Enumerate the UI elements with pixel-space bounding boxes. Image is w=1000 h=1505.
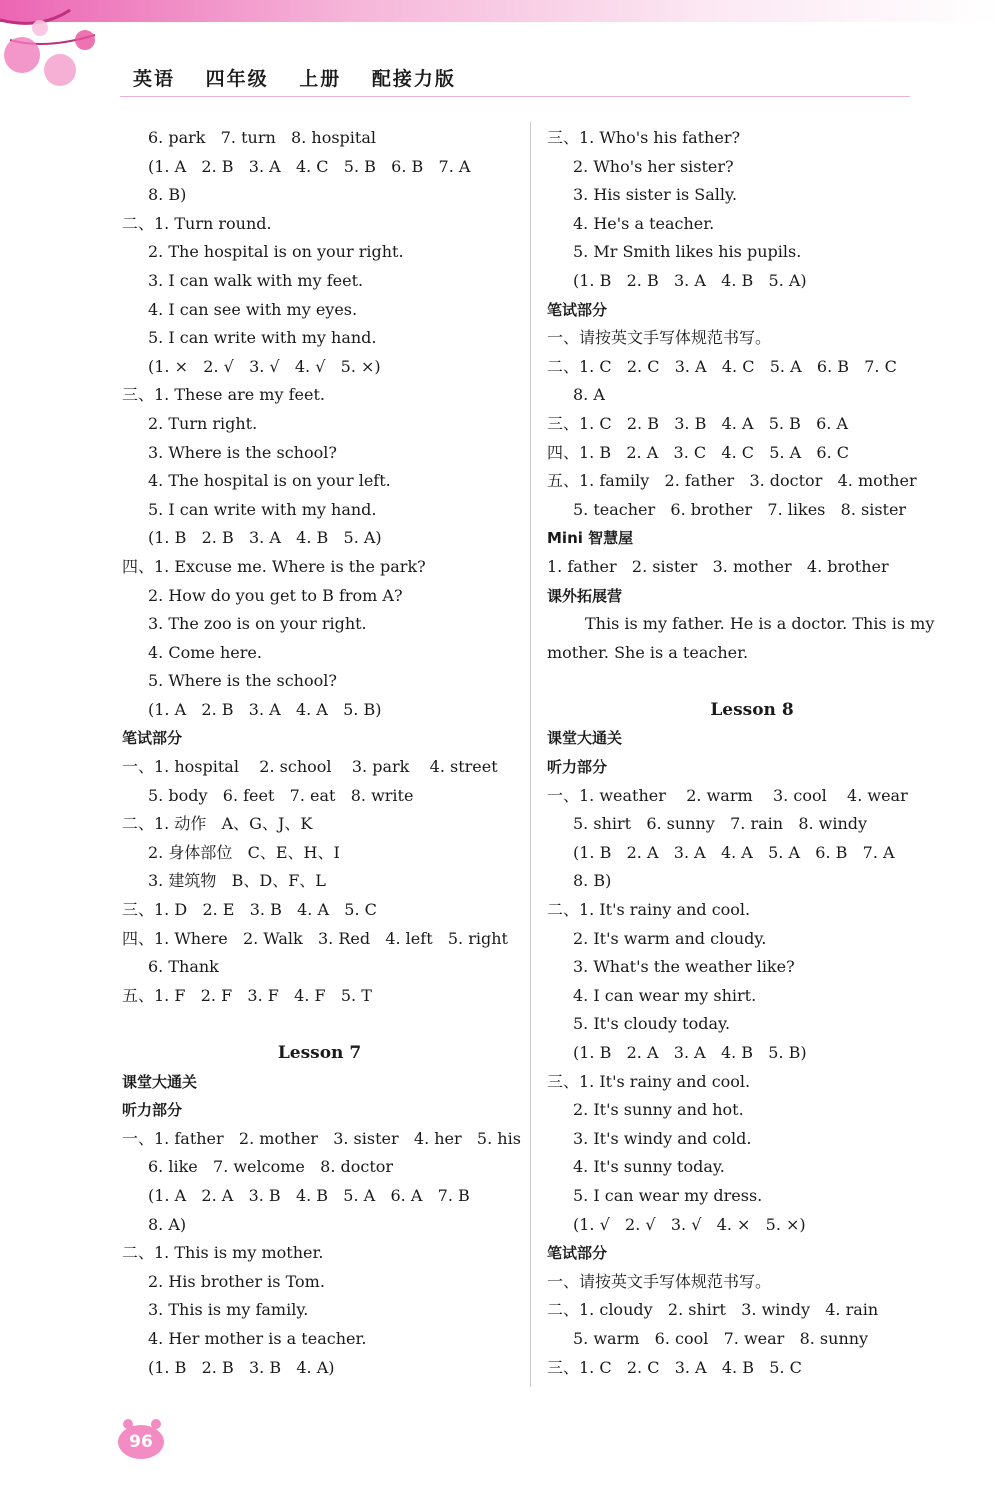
answer-line: 三、1. These are my feet. (122, 385, 325, 405)
answer-line: 5. body 6. feet 7. eat 8. write (148, 785, 414, 805)
answer-line: 二、1. It's rainy and cool. (547, 900, 751, 920)
answer-line: 2. It's sunny and hot. (573, 1100, 744, 1120)
answer-line: (1. √ 2. √ 3. √ 4. × 5. ×) (573, 1214, 806, 1234)
column-divider (530, 122, 531, 1387)
answer-line: 二、1. Turn round. (122, 213, 272, 233)
answer-line: 三、1. It's rainy and cool. (547, 1071, 751, 1091)
answer-line: 四、1. B 2. A 3. C 4. C 5. A 6. C (547, 442, 849, 462)
left-answer-column (122, 124, 521, 1382)
section-heading: 课外拓展营 (547, 586, 623, 605)
answer-line: 5. Mr Smith likes his pupils. (573, 242, 802, 262)
answer-line: 三、1. Who's his father? (547, 128, 741, 147)
answer-line: 6. Thank (148, 957, 219, 977)
answer-line: 5. warm 6. cool 7. wear 8. sunny (573, 1328, 869, 1348)
answer-line: 6. park 7. turn 8. hospital (148, 128, 376, 147)
header-rule (120, 96, 910, 97)
answer-line: 二、1. 动作 A、G、J、K (122, 814, 313, 834)
answer-line: 一、请按英文手写体规范书写。 (547, 1271, 772, 1291)
header-band (0, 0, 1000, 22)
answer-line: 二、1. cloudy 2. shirt 3. windy 4. rain (547, 1300, 879, 1320)
answer-line: 4. The hospital is on your left. (148, 471, 391, 491)
answer-line: 一、请按英文手写体规范书写。 (547, 328, 772, 348)
answer-line: 5. Where is the school? (148, 671, 337, 691)
answer-line: 三、1. C 2. C 3. A 4. B 5. C (547, 1357, 802, 1377)
answer-line: 3. Where is the school? (148, 442, 337, 462)
answer-line: 2. 身体部位 C、E、H、I (148, 842, 340, 862)
answer-line: 五、1. family 2. father 3. doctor 4. mother (547, 471, 917, 491)
answer-line: 8. A (573, 385, 605, 405)
answer-line: 一、1. hospital 2. school 3. park 4. street (122, 757, 498, 777)
answer-line: 2. Turn right. (148, 413, 258, 433)
answer-line: 5. I can write with my hand. (148, 328, 377, 348)
section-heading: 听力部分 (547, 758, 608, 777)
right-answer-column (547, 124, 957, 1382)
answer-line: 二、1. This is my mother. (122, 1243, 324, 1263)
answer-line: (1. A 2. B 3. A 4. C 5. B 6. B 7. A (148, 156, 471, 176)
answer-line: 8. B) (573, 871, 612, 891)
flower-branch-icon (0, 0, 120, 100)
answer-line: 三、1. C 2. B 3. B 4. A 5. B 6. A (547, 413, 849, 433)
answer-line: 5. shirt 6. sunny 7. rain 8. windy (573, 814, 868, 834)
answer-line: (1. B 2. B 3. A 4. B 5. A) (148, 528, 382, 548)
answer-line: 5. I can wear my dress. (573, 1185, 763, 1205)
answer-line: 8. B) (148, 185, 187, 205)
answer-line: (1. B 2. B 3. B 4. A) (148, 1357, 335, 1377)
answer-line: 3. 建筑物 B、D、F、L (148, 871, 326, 891)
answer-line: 4. I can wear my shirt. (573, 985, 757, 1005)
header-subject: 英语 (133, 68, 176, 90)
answer-line: 8. A) (148, 1214, 187, 1234)
answer-line: 2. His brother is Tom. (148, 1271, 325, 1291)
answer-line: 4. I can see with my eyes. (148, 299, 358, 319)
answer-line: 3. I can walk with my feet. (148, 270, 364, 290)
answer-line: 3. What's the weather like? (573, 957, 795, 977)
answer-line: (1. B 2. B 3. A 4. B 5. A) (573, 270, 807, 290)
answer-line: 四、1. Excuse me. Where is the park? (122, 556, 426, 576)
answer-line: 4. Come here. (148, 642, 262, 662)
section-heading: Mini 智慧屋 (547, 529, 634, 548)
answer-line: (1. A 2. B 3. A 4. A 5. B) (148, 699, 382, 719)
answer-line: 6. like 7. welcome 8. doctor (148, 1157, 394, 1177)
lesson-heading: Lesson 7 (277, 1043, 362, 1063)
answer-line: 2. It's warm and cloudy. (573, 928, 767, 948)
answer-line: 3. This is my family. (148, 1300, 309, 1320)
section-heading: 听力部分 (122, 1101, 183, 1120)
answer-line: 一、1. father 2. mother 3. sister 4. her 5. his (122, 1128, 521, 1148)
section-heading: 课堂大通关 (547, 729, 623, 748)
answer-line: 五、1. F 2. F 3. F 4. F 5. T (122, 985, 372, 1005)
answer-line: 5. teacher 6. brother 7. likes 8. sister (573, 499, 907, 519)
section-heading: 笔试部分 (122, 729, 183, 748)
answer-line: (1. B 2. A 3. A 4. B 5. B) (573, 1043, 807, 1062)
header-grade: 四年级 (205, 68, 269, 90)
answer-line: 2. Who's her sister? (573, 156, 734, 176)
answer-line: (1. A 2. A 3. B 4. B 5. A 6. A 7. B (148, 1185, 470, 1205)
answer-line: 5. I can write with my hand. (148, 499, 377, 519)
answer-line: 1. father 2. sister 3. mother 4. brother (547, 556, 889, 576)
page-number: 96 (118, 1425, 164, 1459)
section-heading: 笔试部分 (547, 1244, 608, 1263)
answer-line: 2. How do you get to B from A? (148, 585, 403, 605)
lesson-heading: Lesson 8 (710, 699, 794, 720)
answer-line: 二、1. C 2. C 3. A 4. C 5. A 6. B 7. C (547, 356, 897, 376)
answer-line: 3. His sister is Sally. (573, 185, 738, 205)
answer-line: 4. It's sunny today. (573, 1157, 725, 1177)
answer-line: 四、1. Where 2. Walk 3. Red 4. left 5. right (122, 928, 508, 948)
spacer (547, 667, 957, 696)
answer-paragraph: This is my father. He is a doctor. This is my mother. She is a teacher. (547, 614, 935, 662)
header-volume: 上册 (299, 68, 342, 90)
answer-line: 2. The hospital is on your right. (148, 242, 404, 262)
answer-line: 3. The zoo is on your right. (148, 614, 367, 634)
answer-line: (1. × 2. √ 3. √ 4. √ 5. ×) (148, 356, 381, 376)
spacer (122, 1010, 517, 1039)
answer-line: 一、1. weather 2. warm 3. cool 4. wear (547, 785, 908, 805)
answer-line: 4. Her mother is a teacher. (148, 1328, 367, 1348)
answer-line: 5. It's cloudy today. (573, 1014, 731, 1034)
section-heading: 笔试部分 (547, 300, 608, 319)
answer-line: (1. B 2. A 3. A 4. A 5. A 6. B 7. A (573, 842, 895, 862)
page-header-title (133, 64, 478, 91)
answer-line: 3. It's windy and cold. (573, 1128, 752, 1148)
answer-line: 三、1. D 2. E 3. B 4. A 5. C (122, 900, 377, 920)
section-heading: 课堂大通关 (122, 1072, 198, 1091)
answer-line: 4. He's a teacher. (573, 213, 715, 233)
header-edition: 配接力版 (371, 68, 456, 90)
